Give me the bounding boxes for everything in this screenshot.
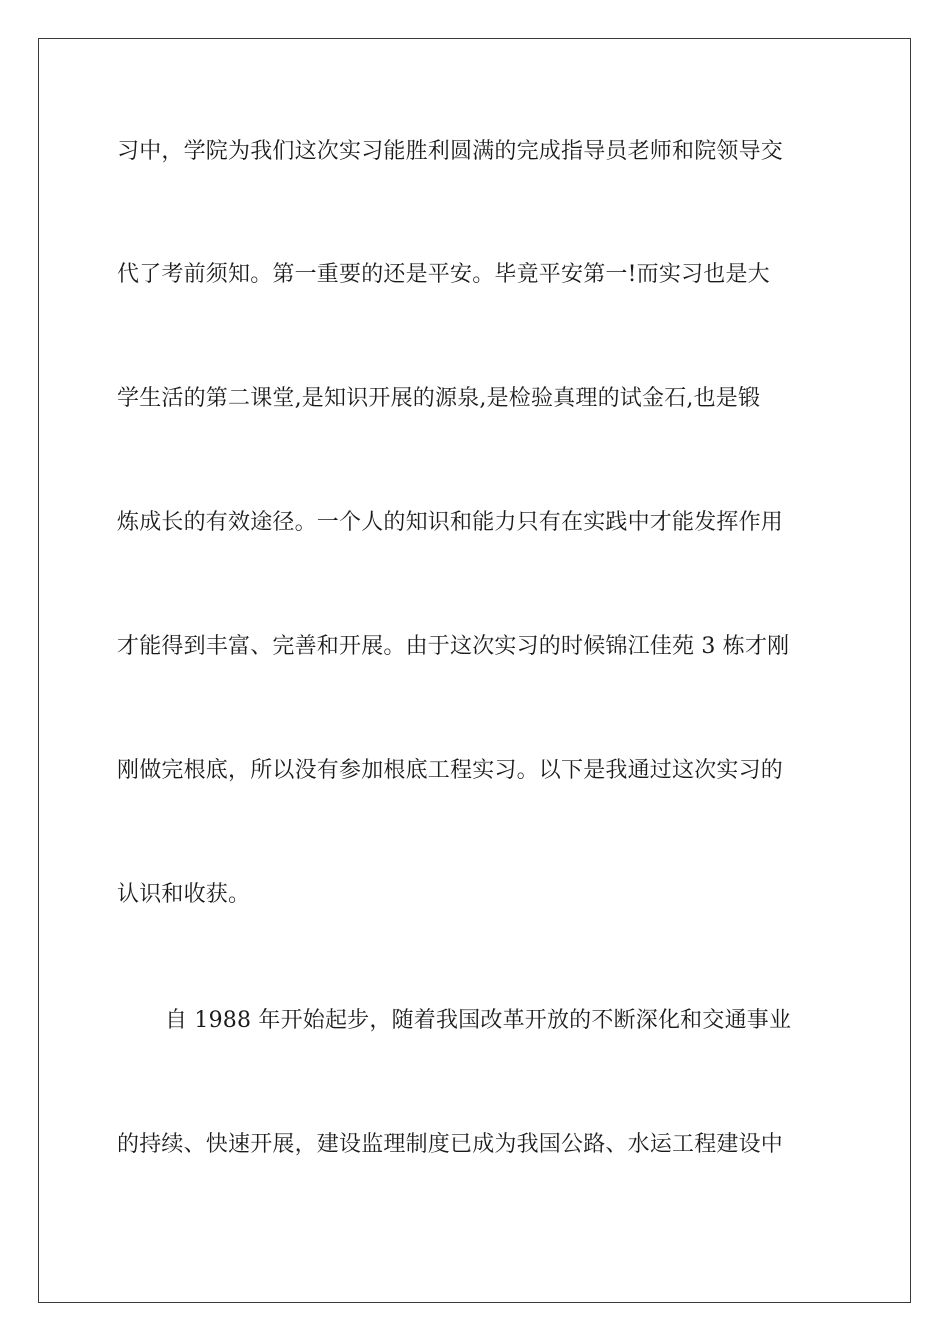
paragraph-1-line-3: 学生活的第二课堂,是知识开展的源泉,是检验真理的试金石,也是锻	[117, 386, 761, 411]
paragraph-1-line-1: 习中，学院为我们这次实习能胜利圆满的完成指导员老师和院领导交	[117, 139, 784, 164]
paragraph-1-line-2: 代了考前须知。第一重要的还是平安。毕竟平安第一!而实习也是大	[117, 262, 770, 287]
paragraph-2-line-2: 的持续、快速开展，建设监理制度已成为我国公路、水运工程建设中	[117, 1132, 784, 1157]
paragraph-2-line-1: 自 1988 年开始起步，随着我国改革开放的不断深化和交通事业	[165, 1008, 792, 1033]
paragraph-1-line-6: 刚做完根底，所以没有参加根底工程实习。以下是我通过这次实习的	[117, 758, 784, 783]
paragraph-1-line-4: 炼成长的有效途径。一个人的知识和能力只有在实践中才能发挥作用	[117, 510, 784, 535]
page-border	[38, 38, 911, 1303]
paragraph-1-line-7: 认识和收获。	[117, 882, 251, 907]
paragraph-1-line-5: 才能得到丰富、完善和开展。由于这次实习的时候锦江佳苑 3 栋才刚	[117, 634, 790, 659]
